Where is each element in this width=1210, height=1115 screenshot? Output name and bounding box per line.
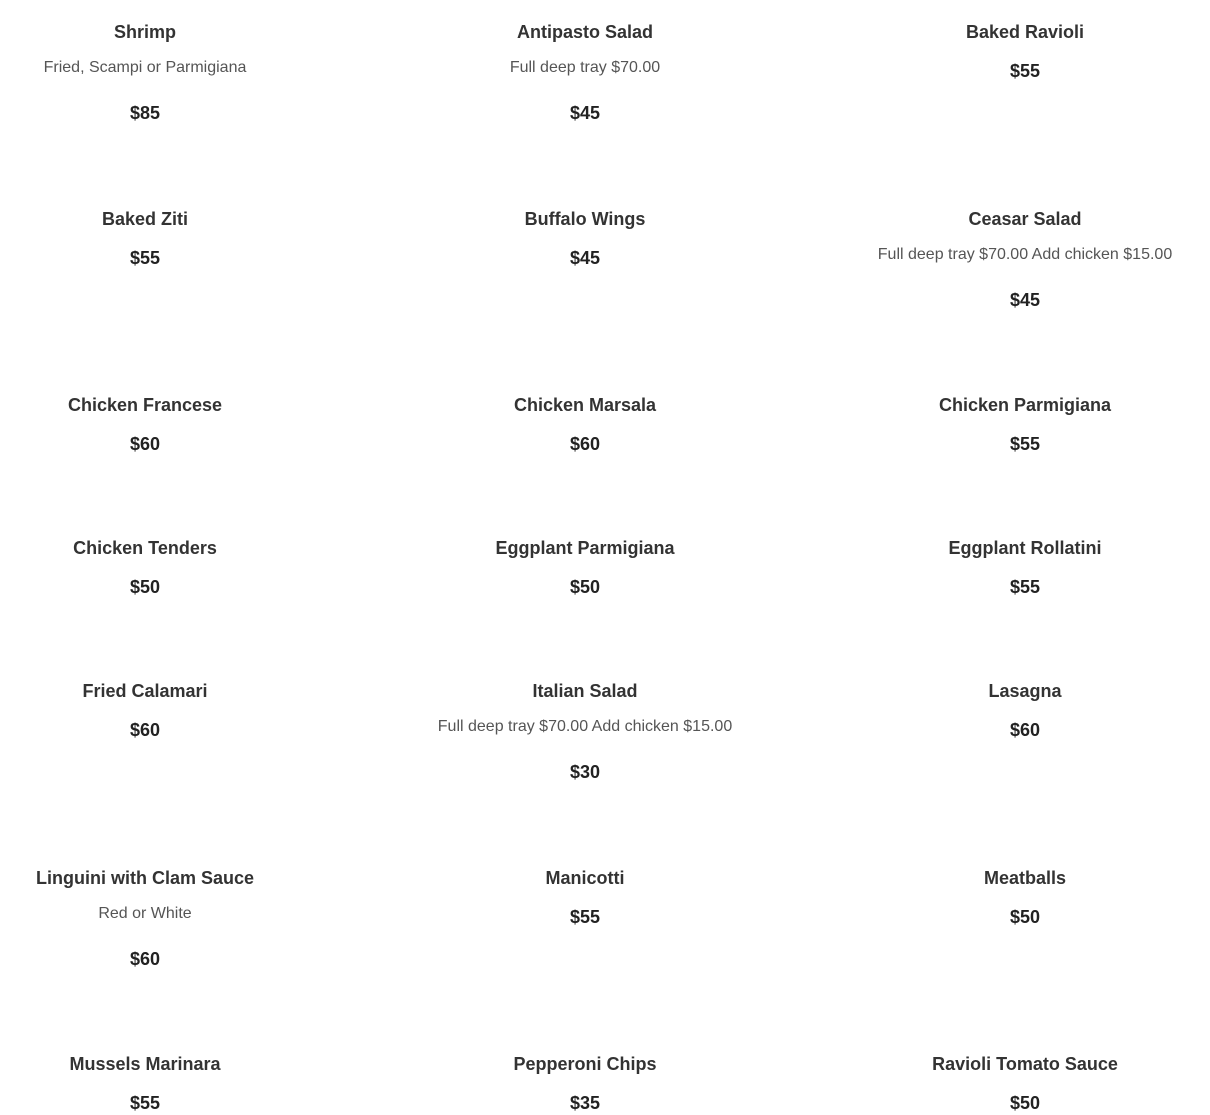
item-name: Antipasto Salad: [516, 22, 654, 42]
item-price: $55: [1009, 61, 1041, 81]
menu-item-mussels-marinara: [0, 1052, 335, 1115]
menu-item-chicken-francese: [0, 393, 335, 456]
item-price: $30: [569, 762, 601, 782]
item-price: $55: [129, 1093, 161, 1113]
menu-item-buffalo-wings: [395, 207, 775, 270]
item-name: Lasagna: [988, 681, 1062, 701]
menu-item-chicken-tenders: [0, 536, 335, 599]
menu-item-baked-ziti: [0, 207, 335, 270]
menu-item-eggplant-rollatini: [835, 536, 1210, 599]
menu-item-manicotti: [395, 866, 775, 929]
item-name: Shrimp: [113, 22, 176, 42]
item-price: $45: [1009, 290, 1041, 310]
menu-item-chicken-parmigiana: [835, 393, 1210, 456]
menu-item-ceasar-salad: [835, 207, 1210, 312]
item-name: Eggplant Parmigiana: [495, 538, 675, 558]
item-price: $60: [129, 949, 161, 969]
item-name: Ravioli Tomato Sauce: [932, 1054, 1118, 1074]
menu-item-chicken-marsala: [395, 393, 775, 456]
item-price: $60: [129, 434, 161, 454]
item-name: Baked Ziti: [101, 209, 189, 229]
menu-item-baked-ravioli: [835, 20, 1210, 83]
item-name: Mussels Marinara: [69, 1054, 221, 1074]
item-name: Eggplant Rollatini: [948, 538, 1102, 558]
item-price: $60: [1009, 720, 1041, 740]
item-name: Meatballs: [983, 868, 1067, 888]
item-description: Red or White: [98, 905, 192, 922]
item-price: $55: [569, 907, 601, 927]
item-price: $50: [1009, 907, 1041, 927]
item-description: Fried, Scampi or Parmigiana: [43, 59, 247, 76]
item-name: Chicken Marsala: [513, 395, 657, 415]
menu-item-italian-salad: [395, 679, 775, 784]
item-description: Full deep tray $70.00 Add chicken $15.00: [877, 246, 1173, 263]
item-price: $35: [569, 1093, 601, 1113]
item-price: $45: [569, 103, 601, 123]
menu-item-antipasto-salad: [395, 20, 775, 125]
menu-item-ravioli-tomato-sauce: [835, 1052, 1210, 1115]
menu-item-fried-calamari: [0, 679, 335, 742]
item-price: $55: [1009, 577, 1041, 597]
item-name: Linguini with Clam Sauce: [35, 868, 255, 888]
menu-item-linguini-with-clam-sauce: [0, 866, 335, 971]
item-price: $60: [569, 434, 601, 454]
menu-item-eggplant-parmigiana: [395, 536, 775, 599]
item-name: Baked Ravioli: [965, 22, 1085, 42]
item-name: Chicken Parmigiana: [938, 395, 1112, 415]
menu-item-lasagna: [835, 679, 1210, 742]
item-price: $50: [129, 577, 161, 597]
item-description: Full deep tray $70.00: [509, 59, 661, 76]
item-price: $60: [129, 720, 161, 740]
item-name: Pepperoni Chips: [513, 1054, 657, 1074]
item-name: Buffalo Wings: [524, 209, 646, 229]
menu-item-meatballs: [835, 866, 1210, 929]
menu-item-shrimp: [0, 20, 335, 125]
menu-item-pepperoni-chips: [395, 1052, 775, 1115]
item-price: $45: [569, 248, 601, 268]
item-price: $55: [1009, 434, 1041, 454]
item-price: $50: [569, 577, 601, 597]
item-price: $55: [129, 248, 161, 268]
item-price: $85: [129, 103, 161, 123]
item-name: Ceasar Salad: [968, 209, 1082, 229]
item-name: Italian Salad: [532, 681, 638, 701]
item-description: Full deep tray $70.00 Add chicken $15.00: [437, 718, 733, 735]
item-name: Manicotti: [545, 868, 625, 888]
item-name: Chicken Tenders: [73, 538, 217, 558]
item-name: Chicken Francese: [67, 395, 223, 415]
item-price: $50: [1009, 1093, 1041, 1113]
item-name: Fried Calamari: [82, 681, 208, 701]
